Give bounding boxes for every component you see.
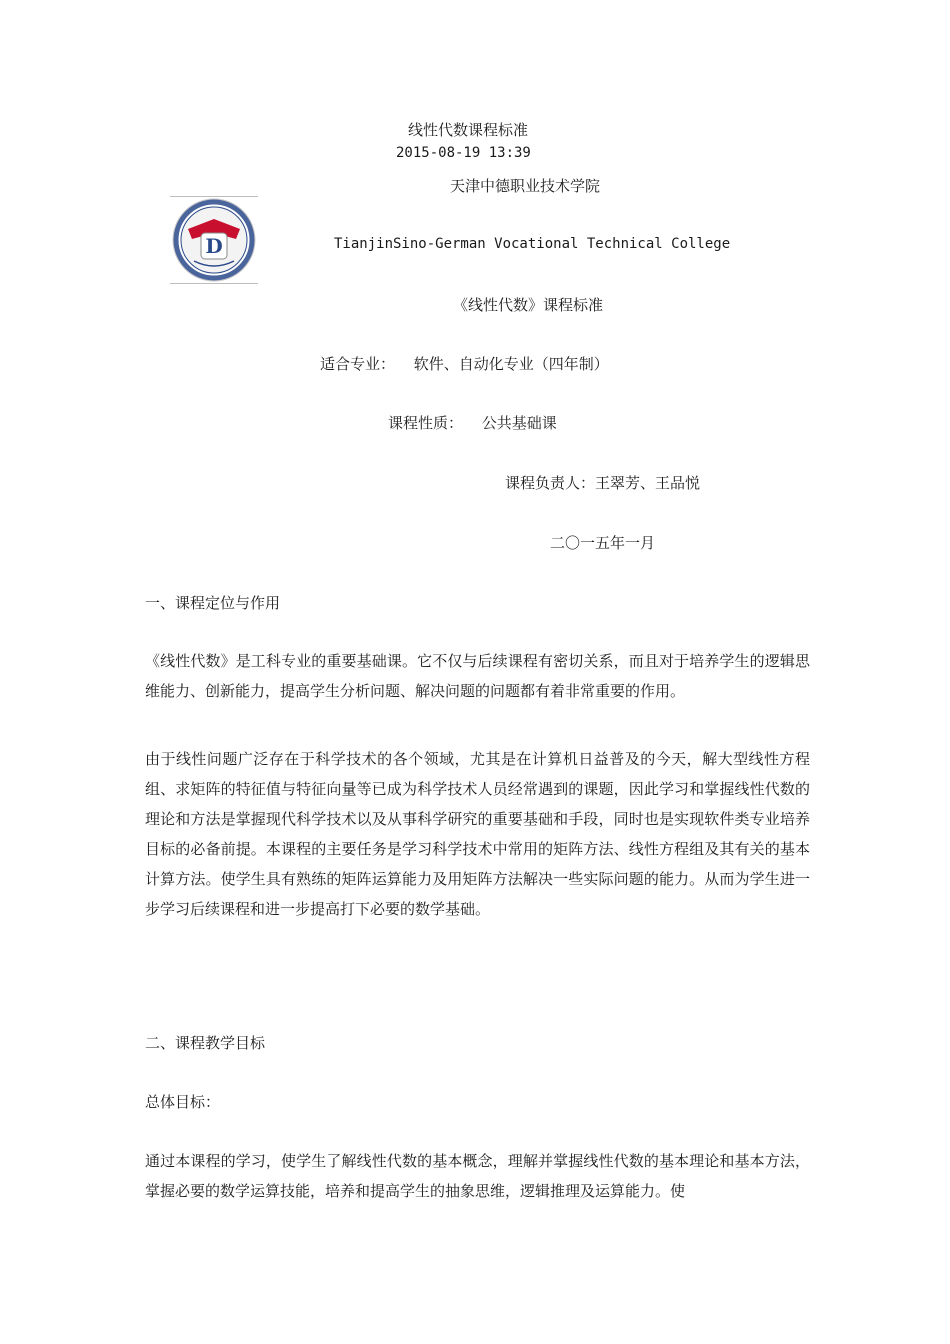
responsible-value: 王翠芳、王品悦 <box>595 474 701 492</box>
institution-name-cn: 天津中德职业技术学院 <box>450 177 601 195</box>
majors-label: 适合专业： <box>320 355 396 373</box>
responsible-label: 课程负责人： <box>505 474 596 492</box>
svg-text:D: D <box>205 234 223 258</box>
college-logo-frame <box>170 196 258 284</box>
section-1-paragraph-1: 《线性代数》是工科专业的重要基础课。它不仅与后续课程有密切关系，而且对于培养学生的逻辑思维能力、创新能力，提高学生分析问题、解决问题的问题都有着非常重要的作用。 <box>145 652 810 700</box>
nature-line <box>388 413 557 433</box>
nature-label: 课程性质： <box>388 414 464 432</box>
course-title: 《线性代数》课程标准 <box>453 296 604 314</box>
section-heading-2: 二、课程教学目标 <box>145 1034 266 1052</box>
nature-value: 公共基础课 <box>481 414 557 432</box>
majors-value: 软件、自动化专业（四年制） <box>413 355 609 373</box>
majors-line <box>320 354 609 374</box>
college-seal-icon <box>170 197 258 283</box>
section-2-paragraph-1: 通过本课程的学习，使学生了解线性代数的基本概念，理解并掌握线性代数的基本理论和基本方法，掌握必要的数学运算技能，培养和提高学生的抽象思维，逻辑推理及运算能力。使 <box>145 1152 810 1200</box>
doc-title: 线性代数课程标准 <box>408 121 529 139</box>
cover-date: 二〇一五年一月 <box>550 534 656 552</box>
section-2-subheading: 总体目标： <box>145 1093 221 1111</box>
section-heading-1: 一、课程定位与作用 <box>145 594 281 612</box>
section-1-paragraph-2: 由于线性问题广泛存在于科学技术的各个领域，尤其是在计算机日益普及的今天，解大型线性方程组、求矩阵的特征值与特征向量等已成为科学技术人员经常遇到的课题，因此学习和掌握线性代数的理论和方法是掌握现代科学技术以及从事科学研究的重要基础和手段，同时也是实现软件类专业培养目标的必备前提。本课程的主要任务是学习科学技术中常用的矩阵方法、线性方程组及其有关的基本计算方法。使学生具有熟练的矩阵运算能力及用矩阵方法解决一些实际问题的能力。从而为学生进一步学习后续课程和进一步提高打下必要的数学基础。 <box>145 750 810 918</box>
doc-datetime: 2015-08-19 13:39 <box>396 145 531 161</box>
institution-name-en: TianjinSino-German Vocational Technical College <box>334 236 731 252</box>
responsible-line <box>505 473 700 493</box>
